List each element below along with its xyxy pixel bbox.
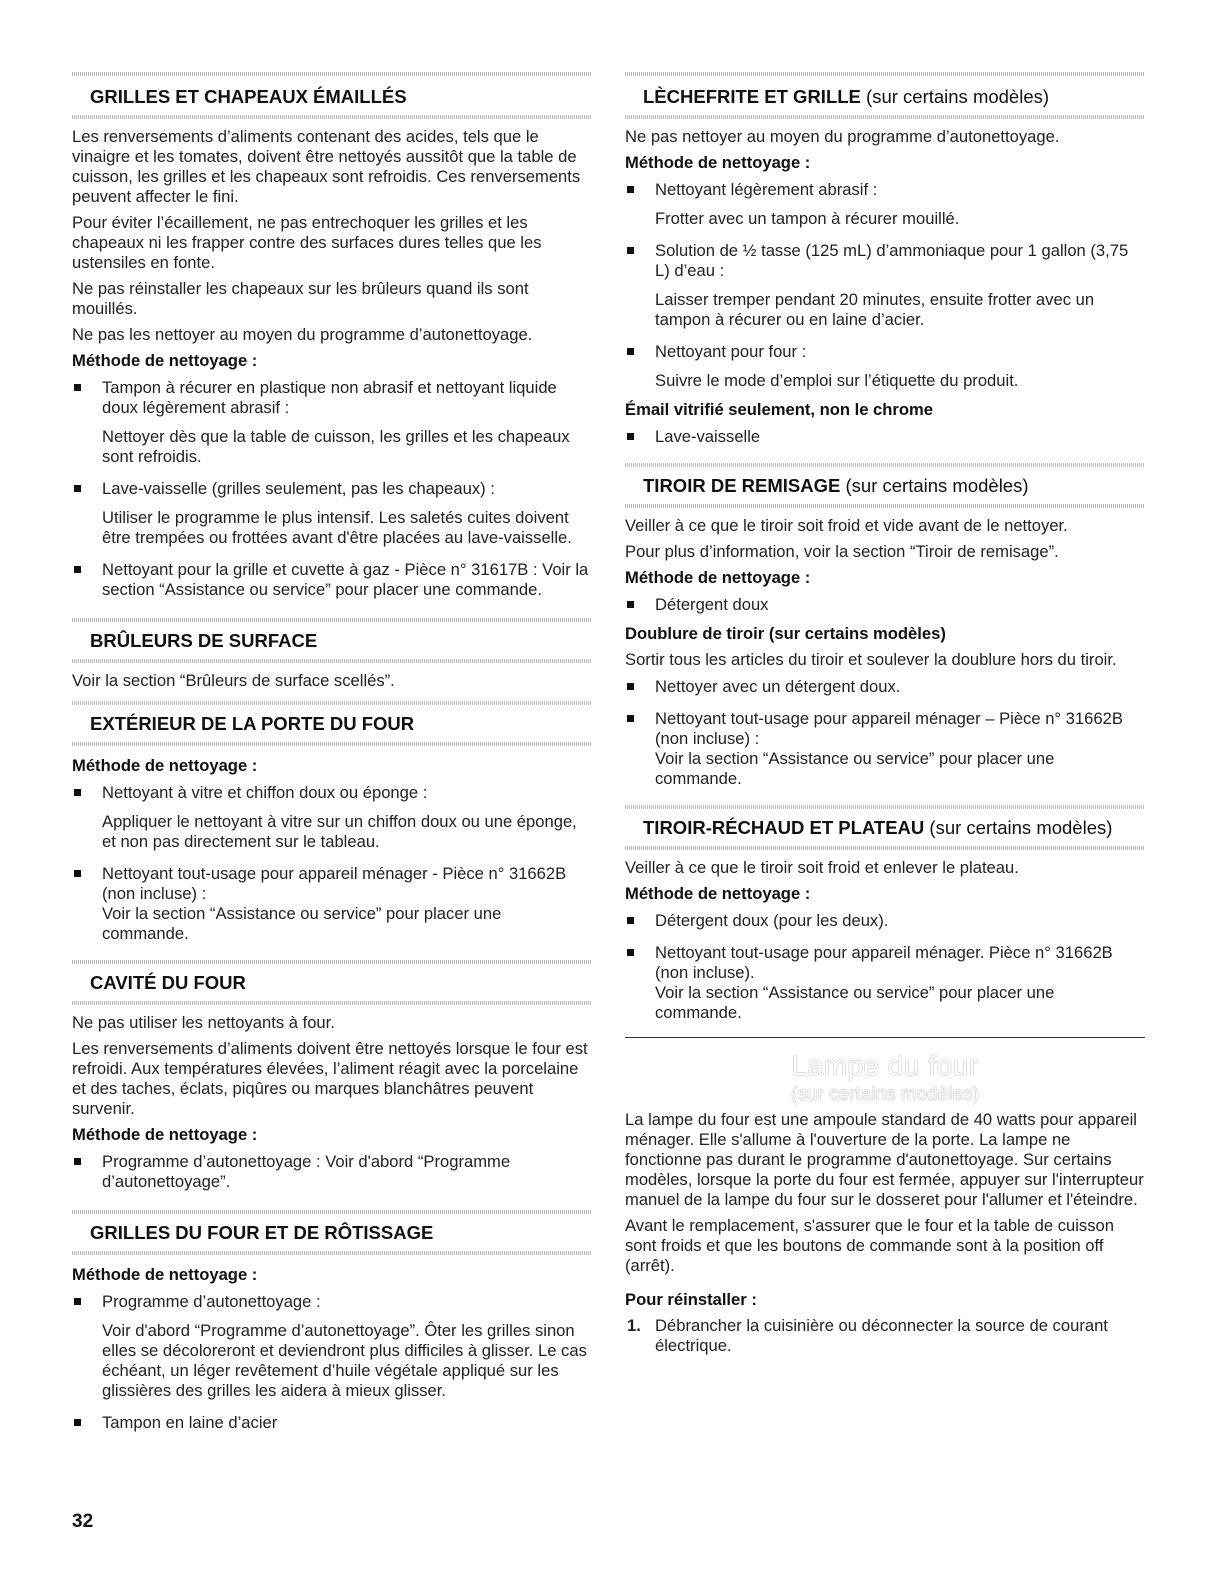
paragraph: Ne pas utiliser les nettoyants à four. <box>72 1013 335 1032</box>
step-number: 1. <box>627 1316 641 1335</box>
bullet-item: Nettoyant légèrement abrasif : <box>625 180 1145 200</box>
method-heading: Méthode de nettoyage : <box>625 568 811 587</box>
paragraph: Pour éviter l’écaillement, ne pas entrechoquer les grilles et les chapeaux ni les frapper contre des surfaces dures telles que les ustensiles en fonte. <box>72 213 542 272</box>
header-rule <box>72 1001 592 1005</box>
numbered-step <box>625 1316 1145 1356</box>
bullet-detail: Laisser tremper pendant 20 minutes, ensuite frotter avec un tampon à récurer ou en laine d’acier. <box>655 290 1095 329</box>
enamel-note-heading: Émail vitrifié seulement, non le chrome <box>625 400 933 419</box>
method-heading: Méthode de nettoyage : <box>72 1125 258 1144</box>
paragraph: Ne pas les nettoyer au moyen du programme d’autonettoyage. <box>72 325 533 344</box>
header-rule <box>72 659 592 663</box>
bullet-item: Nettoyant pour four : <box>625 342 1145 362</box>
section-title-main: LÈCHEFRITE ET GRILLE <box>643 86 861 107</box>
section-title-main: TIROIR-RÉCHAUD ET PLATEAU <box>643 817 925 838</box>
lamp-section-title: Lampe du four <box>791 1050 979 1081</box>
page-number: 32 <box>72 1511 94 1532</box>
paragraph: Veiller à ce que le tiroir soit froid et vide avant de le nettoyer. <box>625 516 1068 535</box>
bullet-detail: Suivre le mode d’emploi sur l’étiquette du produit. <box>655 371 1019 390</box>
header-rule <box>72 115 592 119</box>
bullet-detail: Voir d'abord “Programme d’autonettoyage”. Ôter les grilles sinon elles se décoloreront et deviendront plus difficiles à glisser. Le cas échéant, un léger revêtement d’huile végétale appliqué sur les glissières des grilles les aidera à mieux glisser. <box>102 1321 587 1400</box>
section-title-note: (sur certains modèles) <box>845 475 1029 496</box>
bullet-item: Nettoyant tout-usage pour appareil ménager – Pièce n° 31662B (non incluse) : <box>625 709 1145 749</box>
bullet-item: Tampon à récurer en plastique non abrasif et nettoyant liquide doux légèrement abrasif : <box>72 378 592 418</box>
bullet-item: Nettoyant tout-usage pour appareil ménager - Pièce n° 31662B (non incluse) : <box>72 864 592 904</box>
bullet-detail: Voir la section “Assistance ou service” pour placer une commande. <box>655 749 1055 788</box>
bullet-item: Programme d’autonettoyage : <box>72 1292 592 1312</box>
paragraph: Les renversements d’aliments doivent être nettoyés lorsque le four est refroidi. Aux températures élevées, l’aliment réagit avec la porcelaine et des taches, éclats, piqûres ou marques blanchâtres peuvent survenir. <box>72 1039 588 1118</box>
paragraph: Avant le remplacement, s'assurer que le four et la table de cuisson sont froids et que les boutons de commande sont à la position off (arrêt). <box>625 1216 1114 1275</box>
bullet-item: Programme d’autonettoyage : Voir d'abord “Programme d’autonettoyage”. <box>72 1152 592 1192</box>
section-title: BRÛLEURS DE SURFACE <box>90 630 318 651</box>
paragraph: Ne pas réinstaller les chapeaux sur les brûleurs quand ils sont mouillés. <box>72 279 529 318</box>
header-rule <box>72 742 592 746</box>
section-bruleurs <box>72 618 592 691</box>
lamp-section-subtitle: (sur certains modèles) <box>791 1084 979 1105</box>
bullet-item: Nettoyer avec un détergent doux. <box>625 677 1145 697</box>
step-text: Débrancher la cuisinière ou déconnecter la source de courant électrique. <box>655 1316 1108 1355</box>
right-column <box>625 72 1145 1356</box>
bullet-detail: Voir la section “Assistance ou service” pour placer une commande. <box>102 904 502 943</box>
bullet-item: Détergent doux (pour les deux). <box>625 911 1145 931</box>
section-tiroir-rechaud <box>625 805 1145 1023</box>
bullet-item: Tampon en laine d’acier <box>72 1413 592 1433</box>
section-exterieur-porte <box>72 701 592 944</box>
section-grilles-chapeaux <box>72 72 592 600</box>
paragraph: Sortir tous les articles du tiroir et soulever la doublure hors du tiroir. <box>625 650 1117 669</box>
section-title: EXTÉRIEUR DE LA PORTE DU FOUR <box>90 713 415 734</box>
section-grilles-rotissage <box>72 1210 592 1433</box>
bullet-item: Nettoyant tout-usage pour appareil ménager. Pièce n° 31662B (non incluse). <box>625 943 1145 983</box>
section-title: CAVITÉ DU FOUR <box>90 972 246 993</box>
paragraph: Les renversements d’aliments contenant des acides, tels que le vinaigre et les tomates, doivent être nettoyés aussitôt que la table de cuisson, les grilles et les chapeaux sont refroidis. Ces renversements peuvent affecter le fini. <box>72 127 581 206</box>
paragraph: Ne pas nettoyer au moyen du programme d’autonettoyage. <box>625 127 1060 146</box>
section-title <box>625 467 1145 504</box>
bullet-item: Nettoyant pour la grille et cuvette à gaz - Pièce n° 31617B : Voir la section “Assistance ou service” pour placer une commande. <box>72 560 592 600</box>
method-heading: Méthode de nettoyage : <box>72 756 258 775</box>
header-rule <box>625 846 1145 850</box>
bullet-detail: Utiliser le programme le plus intensif. Les saletés cuites doivent être trempées ou frottées avant d'être placées au lave-vaisselle. <box>102 508 572 547</box>
bullet-detail: Nettoyer dès que la table de cuisson, les grilles et les chapeaux sont refroidis. <box>102 427 570 466</box>
bullet-item: Détergent doux <box>625 595 1145 615</box>
left-column <box>72 72 592 1433</box>
section-cavite-four <box>72 960 592 1192</box>
bullet-detail: Voir la section “Assistance ou service” pour placer une commande. <box>655 983 1055 1022</box>
bullet-item: Lave-vaisselle (grilles seulement, pas les chapeaux) : <box>72 479 592 499</box>
header-rule <box>625 115 1145 119</box>
section-title: GRILLES DU FOUR ET DE RÔTISSAGE <box>90 1222 434 1243</box>
section-divider <box>625 1037 1145 1038</box>
bullet-detail: Appliquer le nettoyant à vitre sur un chiffon doux ou une éponge, et non pas directement sur le tableau. <box>102 812 577 851</box>
method-heading: Méthode de nettoyage : <box>72 351 258 370</box>
bullet-item: Lave-vaisselle <box>625 427 1145 447</box>
section-title-main: TIROIR DE REMISAGE <box>643 475 841 496</box>
subsection-heading: Doublure de tiroir (sur certains modèles) <box>625 624 946 643</box>
reinstall-heading: Pour réinstaller : <box>625 1290 757 1309</box>
bullet-item: Solution de ½ tasse (125 mL) d’ammoniaque pour 1 gallon (3,75 L) d’eau : <box>625 241 1145 281</box>
paragraph: La lampe du four est une ampoule standard de 40 watts pour appareil ménager. Elle s'allume à l'ouverture de la porte. La lampe ne fonctionne pas durant le programme d'autonettoyage. Sur certains modèles, lorsque la porte du four est fermée, appuyer sur l'interrupteur manuel de la lampe du four sur le dosseret pour l'allumer et l'éteindre. <box>625 1110 1144 1209</box>
header-rule <box>625 504 1145 508</box>
paragraph: Pour plus d’information, voir la section “Tiroir de remisage”. <box>625 542 1059 561</box>
section-title-note: (sur certains modèles) <box>866 86 1050 107</box>
paragraph: Voir la section “Brûleurs de surface scellés”. <box>72 671 395 690</box>
section-lampe-four <box>625 1037 1145 1356</box>
section-title-note: (sur certains modèles) <box>929 817 1113 838</box>
header-rule <box>72 1251 592 1255</box>
section-tiroir-remisage <box>625 463 1145 789</box>
section-title: GRILLES ET CHAPEAUX ÉMAILLÉS <box>90 86 407 107</box>
method-heading: Méthode de nettoyage : <box>625 884 811 903</box>
bullet-item: Nettoyant à vitre et chiffon doux ou éponge : <box>72 783 592 803</box>
method-heading: Méthode de nettoyage : <box>72 1265 258 1284</box>
section-title <box>625 76 1145 115</box>
section-title <box>625 809 1145 846</box>
bullet-detail: Frotter avec un tampon à récurer mouillé. <box>655 209 960 228</box>
section-lechefrite <box>625 72 1145 447</box>
paragraph: Veiller à ce que le tiroir soit froid et enlever le plateau. <box>625 858 1019 877</box>
method-heading: Méthode de nettoyage : <box>625 153 811 172</box>
